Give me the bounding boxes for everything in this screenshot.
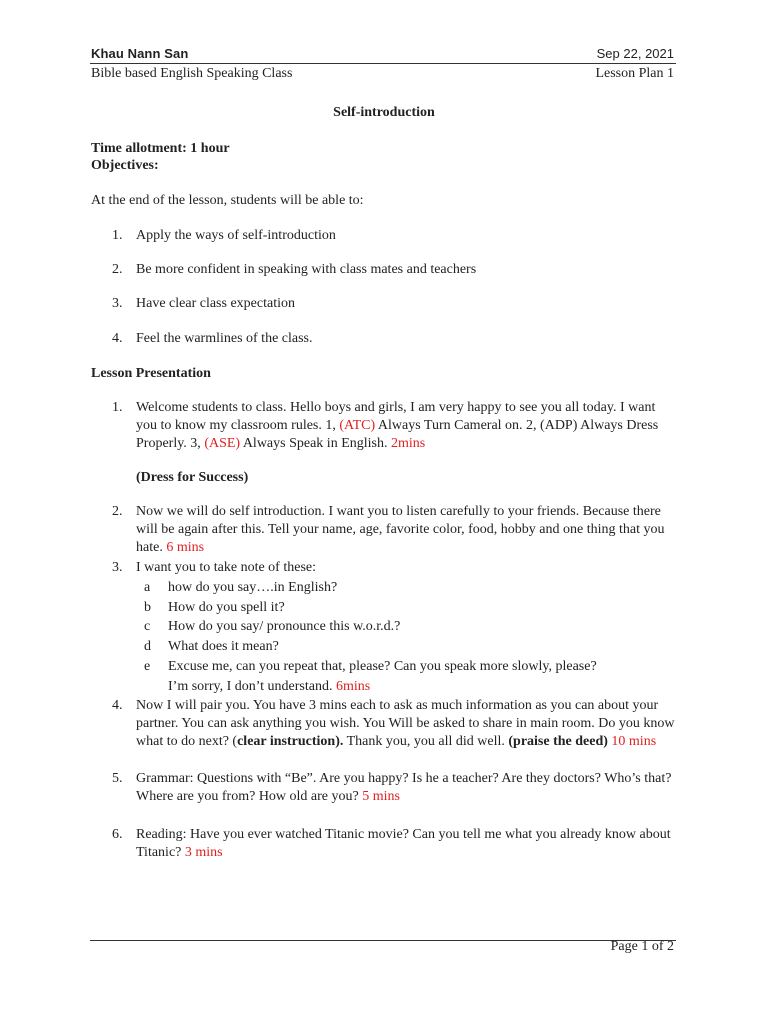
item-number: 2. — [112, 262, 123, 277]
page-number: Page 1 of 2 — [610, 939, 674, 954]
time-label: 6 mins — [166, 540, 205, 555]
presentation-heading: Lesson Presentation — [91, 366, 211, 381]
time-label: 6mins — [335, 679, 371, 694]
item-number: 1. — [112, 400, 123, 415]
rule-code: (ATC) — [339, 418, 376, 433]
item-text: Now I will pair you. You have 3 mins each to ask as much information as you can about your partner. You can ask anything you wish. You Will be asked to share in main room. Do you know what to do next? (clear instruction). Thank you, you all did well. (praise the deed) 10 mins — [136, 698, 675, 749]
sub-text: How do you spell it? — [168, 600, 285, 615]
sub-text: I’m sorry, I don’t understand. 6mins — [168, 679, 371, 694]
sub-letter: b — [144, 600, 151, 615]
lesson-number: Lesson Plan 1 — [595, 66, 674, 81]
item-text: Now we will do self introduction. I want you to listen carefully to your friends. Because there will be again after this. Tell your name, age, favorite color, food, hobby and one thing that you hate. 6 mins — [136, 504, 665, 555]
item-text: Apply the ways of self-introduction — [136, 228, 336, 243]
sub-text: How do you say/ pronounce this w.o.r.d.? — [168, 619, 401, 634]
item-number: 2. — [112, 504, 123, 519]
sub-letter: c — [144, 619, 151, 634]
page-title: Self-introduction — [333, 105, 435, 120]
objectives-intro: At the end of the lesson, students will be able to: — [91, 193, 364, 208]
item-number: 3. — [112, 296, 123, 311]
item-text: Reading: Have you ever watched Titanic movie? Can you tell me what you already know about Titanic? 3 mins — [136, 827, 671, 860]
time-label: 5 mins — [362, 789, 400, 804]
item-number: 4. — [112, 698, 123, 713]
author-name: Khau Nann San — [91, 46, 189, 61]
sub-letter: a — [144, 580, 151, 595]
item-number: 6. — [112, 827, 123, 842]
course-name: Bible based English Speaking Class — [91, 66, 293, 81]
sub-letter: e — [144, 659, 151, 674]
item-text: Be more confident in speaking with class mates and teachers — [136, 262, 477, 277]
objectives-heading: Objectives: — [91, 158, 159, 173]
time-label: 2mins — [390, 436, 426, 451]
header-date: Sep 22, 2021 — [596, 46, 674, 61]
item-text: Feel the warmlines of the class. — [136, 331, 313, 346]
time-allotment: Time allotment: 1 hour — [91, 141, 230, 156]
sub-letter: d — [144, 639, 151, 654]
item-number: 1. — [112, 228, 123, 243]
sub-text: how do you say….in English? — [168, 580, 338, 595]
time-label: 3 mins — [184, 845, 223, 860]
sub-text: Excuse me, can you repeat that, please? Can you speak more slowly, please? — [168, 659, 597, 674]
item-text: Grammar: Questions with “Be”. Are you happy? Is he a teacher? Are they doctors? Who’s that? Where are you from? How old are you? 5 mins — [136, 771, 672, 804]
header-divider — [90, 63, 676, 64]
header-top — [91, 46, 674, 61]
item-number: 3. — [112, 560, 123, 575]
time-label: 10 mins — [607, 734, 657, 749]
item-text: I want you to take note of these: — [136, 560, 317, 575]
item-number: 5. — [112, 771, 123, 786]
item-number: 4. — [112, 331, 123, 346]
step-note: (Dress for Success) — [136, 470, 249, 485]
sub-text: What does it mean? — [168, 639, 279, 654]
item-text: Have clear class expectation — [136, 296, 295, 311]
rule-code: (ASE) — [204, 436, 241, 451]
footer-divider — [90, 940, 676, 941]
item-text: Welcome students to class. Hello boys and girls, I am very happy to see you all today. I want you to know my classroom rules. 1, (ATC) Always Turn Cameral on. 2, (ADP) Always Dress Properly. 3, (ASE) Always Speak in English. 2mins — [136, 400, 659, 451]
header-bottom — [91, 66, 674, 82]
